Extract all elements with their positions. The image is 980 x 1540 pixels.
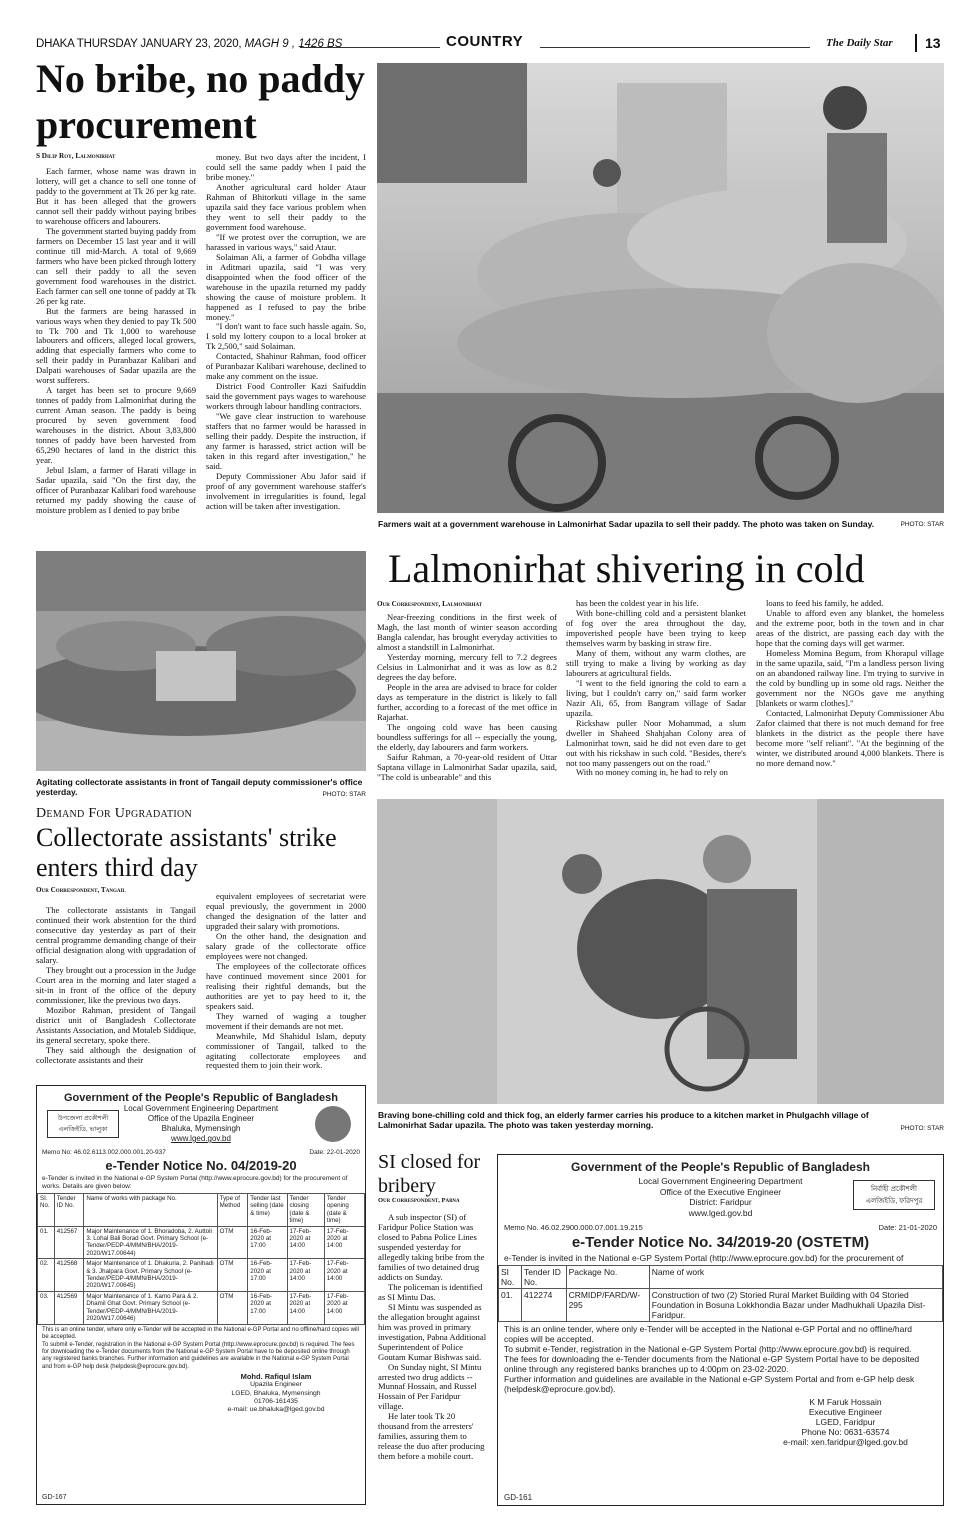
ad1-sig3: 01706-161435 xyxy=(254,1397,298,1405)
paragraph: Contacted, Shahinur Rahman, food officer of Puranbazar Kalibari warehouse, declined to make any comment on the issue. xyxy=(206,351,366,382)
paragraph: He later took Tk 20 thousand from the arresters' families, assuring them to release the duo after producing them before a mobile court. xyxy=(378,1411,485,1462)
photo-credit: PHOTO: STAR xyxy=(900,521,944,528)
ad2-sig3: Phone No: 0631-63574 xyxy=(801,1427,890,1437)
ad1-sig4[interactable]: e-mail: ue.bhaluka@lged.gov.bd xyxy=(227,1406,325,1414)
paragraph: A target has been set to procure 9,669 tonnes of paddy from Lalmonirhat during the current Aman season. The paddy is being procured by seven government food warehouses in the district. About 3,83,800 tonnes of paddy have been harvested from 65,290 hectares of land in the district this year. xyxy=(36,385,196,466)
paragraph: money. But two days after the incident, I could sell the same paddy when I paid the bribe money." xyxy=(206,153,366,182)
story1-byline: S Dilip Roy, Lalmonirhat xyxy=(36,152,116,160)
ad1-dept: Local Government Engineering Department xyxy=(123,1104,279,1113)
paragraph: loans to feed his family, he added. xyxy=(766,599,884,608)
ad2-note3: The fees for downloading the e-Tender documents from the National e-GP System Portal have to be deposited online through any registered banks branches up to 4:00pm on 23-02-2020. xyxy=(504,1354,920,1374)
ad2-title: e-Tender Notice No. 34/2019-20 (OSTETM) xyxy=(571,1234,870,1251)
paragraph: Meanwhile, Md Shahidul Islam, deputy commissioner of Tangail, talked to the agitating collectorate employees and requested them to join their work. xyxy=(206,1030,366,1071)
paragraph: The collectorate assistants in Tangail continued their work abstention for the third consecutive day yesterday as part of their central programme demanding change of their official designation along with upgradation of salary. xyxy=(36,906,196,965)
ad1-note1: This is an online tender, where only e-Tender will be accepted in the National e-GP Portal and no offline/hard copies will be accepted. xyxy=(42,1326,359,1340)
ad1-memo: Memo No: 46.02.6113.002.000.001.20-937 xyxy=(42,1149,166,1156)
column-header: Tender ID No. xyxy=(54,1194,84,1227)
ad2-code: GD-161 xyxy=(504,1493,533,1502)
table-cell: 17-Feb-2020 at 14:00 xyxy=(287,1291,324,1324)
ad1-sig2: LGED, Bhaluka, Mymensingh xyxy=(231,1389,321,1397)
paragraph: On Sunday night, SI Mintu arrested two drug addicts -- Munnaf Hossain, and Russel Hossain of Per Faridpur village. xyxy=(378,1361,482,1412)
story1-col1 xyxy=(36,167,196,535)
story2-col2 xyxy=(206,892,366,1078)
ad1-web[interactable]: www.lged.gov.bd xyxy=(171,1134,231,1143)
paragraph: "We gave clear instruction to warehouse staffers that no farmer would be harassed in selling their paddy. Despite the instruction, if any farmer is harassed, strict action will be taken in this regard after investigation," he said. xyxy=(206,411,366,472)
paragraph: Many of them, without any warm clothes, are still trying to make a living by working as day labourers at agricultural fields. xyxy=(566,647,746,678)
table-cell: Construction of two (2) Storied Rural Market Building with 04 Storied Foundation in Bosuna Lokkhondia Bazar under Madhukhali Upazila Dist-Faridpur. xyxy=(649,1289,942,1322)
story2-headline: Collectorate assistants' strike enters third day xyxy=(36,823,337,882)
rule xyxy=(300,47,440,48)
dateline xyxy=(36,38,342,50)
story3-col1 xyxy=(377,613,557,791)
table-cell: CRMIDP/FARD/W-295 xyxy=(566,1289,649,1322)
table-header-row xyxy=(38,1194,365,1227)
photo-credit: PHOTO: STAR xyxy=(900,1125,944,1132)
table-cell: OTM xyxy=(217,1259,248,1292)
story4-body xyxy=(378,1213,488,1503)
paragraph: "If we protest over the corruption, we are harassed in various ways," said Ataur. xyxy=(206,231,366,252)
rule xyxy=(540,47,810,48)
paragraph: The policeman is identified as SI Mintu Das. xyxy=(378,1281,483,1302)
paragraph: "I went to the field ignoring the cold to earn a living, but I couldn't carry on," said farm worker Nazir Ali, 65, from Bangram village of Sadar upazila. xyxy=(566,677,746,718)
table-cell: 03. xyxy=(38,1291,55,1324)
protest-photo xyxy=(36,551,366,771)
ad2-table xyxy=(498,1265,943,1322)
national-emblem-icon xyxy=(315,1106,351,1142)
ad1-table xyxy=(37,1193,365,1325)
paragraph: On the other hand, the designation and salary grade of the collectorate office employees were not changed. xyxy=(206,930,366,961)
paragraph: equivalent employees of secretariat were equal previously, the government in 2000 changed the designation of the latter and upgraded their salary with promotions. xyxy=(206,892,366,931)
ad2-note1: This is an online tender, where only e-Tender will be accepted in the National e-GP Portal and no offline/hard copies will be accepted. xyxy=(504,1324,912,1344)
paragraph: People in the area are advised to brace for colder days as temperature in the district is likely to fall further, according to a forecast of the met office in Rajarhat. xyxy=(377,681,557,722)
paragraph: Yesterday morning, mercury fell to 7.2 degrees Celsius in Lalmonirhat and it was as low as 8.2 degrees the day before. xyxy=(377,651,557,682)
story3-headline: Lalmonirhat shivering in cold xyxy=(388,546,865,591)
table-cell: 17-Feb-2020 at 14:00 xyxy=(324,1291,364,1324)
story3-col2 xyxy=(566,599,746,793)
ad1-gov: Government of the People's Republic of Bangladesh xyxy=(64,1092,338,1104)
table-cell: 16-Feb-2020 at 17:00 xyxy=(248,1291,287,1324)
ad1-title: e-Tender Notice No. 04/2019-20 xyxy=(105,1158,297,1173)
ad2-memo: Memo No. 46.02.2900.000.07.001.19.215 xyxy=(504,1223,643,1232)
ad1-note2: To submit e-Tender, registration in the National e-GP System Portal (http://www.eprocure.gov.bd) is required. The fees for downloading the e-Tender documents from the National e-GP System Portal have to be deposited online through any registered banks branches. Further information and guidelines are available in the National e-GP System Portal and from e-GP help desk (helpdesk@eprocure.gov.bd). xyxy=(42,1341,355,1370)
story2-byline: Our Correspondent, Tangail xyxy=(36,886,126,894)
ad2-web[interactable]: www.lged.gov.bd xyxy=(688,1207,753,1218)
paragraph: With bone-chilling cold and a persistent blanket of fog over the area throughout the day, impoverished people have been trying to keep themselves warm by basking in straw fire. xyxy=(566,607,746,648)
paragraph: Jebul Islam, a farmer of Harati village in Sadar upazila, said "On the first day, the officer of Puranbazar Kalibari food warehouse returned my paddy showing the cause of moisture problem as I denied to pay bribe xyxy=(36,465,196,515)
paragraph: SI Mintu was suspended as the allegation brought against him was proved in primary investigation, Pabna Additional Superintendent of Police Goutam Kumar Bishwas said. xyxy=(378,1301,487,1362)
ad1-place: Bhaluka, Mymensingh xyxy=(161,1124,241,1133)
story2-photo-caption: Agitating collectorate assistants in front of Tangail deputy commissioner's office yesterday. xyxy=(36,777,363,798)
paragraph: has been the coldest year in his life. xyxy=(576,599,699,608)
paragraph: They said although the designation of collectorate assistants and their xyxy=(36,1044,196,1065)
ad2-sig4[interactable]: e-mail: xen.faridpur@lged.gov.bd xyxy=(783,1437,908,1447)
table-cell: 01. xyxy=(499,1289,522,1322)
story3-byline: Our Correspondent, Lalmonirhat xyxy=(377,600,483,608)
column-header: SI No. xyxy=(499,1266,522,1289)
table-row xyxy=(38,1259,365,1292)
column-header: Tender closing (date & time) xyxy=(287,1194,324,1227)
paragraph: Mozibor Rahman, president of Tangail district unit of Bangladesh Collectorate Assistants Association, and Motaleb Siddique, its general secretary, spoke there. xyxy=(36,1004,196,1045)
table-cell: Major Maintenance of 1. Kamo Para & 2. Dhamil Ghat Govt. Primary School (e-Tender/PEDP-4/MMN/BHA/2019-2020/W17.00646) xyxy=(84,1291,217,1324)
table-cell: 412274 xyxy=(522,1289,567,1322)
ad2-dept: Local Government Engineering Department xyxy=(638,1176,803,1186)
column-header: Type of Method xyxy=(217,1194,248,1227)
table-cell: OTM xyxy=(217,1291,248,1324)
column-header: SI. No. xyxy=(38,1194,55,1227)
paragraph: A sub inspector (SI) of Faridpur Police Station was closed to Pabna Police Lines suspended yesterday for allegedly taking bribe from the families of two detained drug addicts on Sunday. xyxy=(378,1213,485,1282)
table-row xyxy=(38,1291,365,1324)
story2-col1 xyxy=(36,906,196,1078)
table-cell: 17-Feb-2020 at 14:00 xyxy=(324,1259,364,1292)
paddy-photo xyxy=(377,63,944,513)
paragraph: But the farmers are being harassed in various ways when they denied to pay Tk 500 to Tk 700 and Tk 1,000 to warehouse labourers and officers, alleged local growers, adding that especially farmers who come to sell their paddy in Puranbazar Kalibari and Dalpati warehouses of Sadar upazila are the worst sufferers. xyxy=(36,305,196,386)
table-cell: 16-Feb-2020 at 17:00 xyxy=(248,1259,287,1292)
ad2-date: Date: 21-01-2020 xyxy=(878,1223,937,1232)
paragraph: Deputy Commissioner Abu Jafor said if proof of any government warehouse staffer's involvement in irregularities is found, legal action will be taken after investigation. xyxy=(206,471,366,511)
story3-col3 xyxy=(756,599,944,793)
table-cell: OTM xyxy=(217,1226,248,1259)
ad2-signatory: K M Faruk Hossain xyxy=(809,1397,882,1407)
column-header: Tender last selling (date & time) xyxy=(248,1194,287,1227)
table-cell: 412569 xyxy=(54,1291,84,1324)
ad1-signatory: Mohd. Rafiqul Islam xyxy=(240,1371,312,1381)
ad2-sig2: LGED, Faridpur xyxy=(815,1417,876,1427)
paragraph: Unable to afford even any blanket, the homeless and the extreme poor, both in the town and in char areas of the district, are passing each day with the hope that the coming days will get warmer. xyxy=(756,607,944,648)
rule xyxy=(915,34,917,52)
ad1-date: Date: 22-01-2020 xyxy=(309,1149,360,1156)
paragraph: They brought out a procession in the Judge Court area in the morning and later staged a sit-in in front of the office of the deputy commissioner, like the previous two days. xyxy=(36,964,196,1005)
paragraph: Saifur Rahman, a 70-year-old resident of Uttar Saptana village in Lalmonirhat Sadar upazila, said, "The cold is unbearable" and this xyxy=(377,751,557,782)
paragraph: "I don't want to face such hassle again. So, I sold my lottery coupon to a local broker at Tk 2,500," said Solaiman. xyxy=(206,321,366,352)
table-cell: 17-Feb-2020 at 14:00 xyxy=(287,1226,324,1259)
photo-credit: PHOTO: STAR xyxy=(322,791,366,798)
paragraph: The employees of the collectorate offices have continued movement since 2001 for realising their rightful demands, but the authorities are yet to pay heed to it, the speakers said. xyxy=(206,960,366,1011)
table-row xyxy=(499,1289,943,1322)
table-cell: Major Maintenance of 1. Bhoradoba, 2. Auttoli 3. Lohal Bali Borad Govt. Primary School (e-Tender/PEDP-4/MMN/BHA/2019-2020/W17.00644) xyxy=(84,1226,217,1259)
paragraph: Each farmer, whose name was drawn in lottery, will get a chance to sell one tonne of paddy to the government at Tk 26 per kg rate. But it has been alleged that the growers cannot sell their paddy without paying bribes to warehouse officers and labourers. xyxy=(36,167,196,226)
ad2-office: Office of the Executive Engineer xyxy=(659,1186,782,1197)
ad2-note4: Further information and guidelines are available in the National e-GP System Portal and from e-GP help desk (helpdesk@eprocure.gov.bd). xyxy=(504,1374,915,1394)
bangla-date: MAGH 9 , 1426 BS xyxy=(244,38,343,50)
paragraph: Rickshaw puller Noor Mohammad, a slum dweller in Shaheed Shahjahan Colony area of Lalmonirhat town, said he did not even dare to get out with his rickshaw in such cold. "Besides, there's not too many passengers out on the road." xyxy=(566,717,746,768)
table-cell: 17-Feb-2020 at 14:00 xyxy=(287,1259,324,1292)
table-cell: 17-Feb-2020 at 14:00 xyxy=(324,1226,364,1259)
ad1-code: GD-167 xyxy=(42,1494,67,1501)
paragraph: Near-freezing conditions in the first week of Magh, the last month of winter season according Bangla calendar, has brought everyday activities to almost a standstill in Lalmonirhat. xyxy=(377,613,557,652)
column-header: Tender ID No. xyxy=(522,1266,567,1289)
paragraph: Another agricultural card holder Ataur Rahman of Bhitorkuti village in the same upazila said they face various problem when they went to sell their paddy to the government food warehouse. xyxy=(206,181,366,232)
paragraph: Contacted, Lalmonirhat Deputy Commissioner Abu Zafor claimed that there is not much demand for free blankets in the district as the people there have become more "self reliant". "At the beginning of the winter, we distributed around 4,000 blankets. There is no more demand now." xyxy=(756,707,944,768)
table-cell: 02. xyxy=(38,1259,55,1292)
column-header: Package No. xyxy=(566,1266,649,1289)
table-row xyxy=(38,1226,365,1259)
paragraph: Solaiman Ali, a farmer of Gobdha village in Aditmari upazila, said "I was very disappointed when the food officer of the warehouse in the upazila returned my paddy showing the cause of moisture problem. It happened as I refused to pay the bribe money." xyxy=(206,251,366,322)
tender-notice-faridpur xyxy=(497,1154,944,1506)
date-text: DHAKA THURSDAY JANUARY 23, 2020, xyxy=(36,38,242,50)
story1-caption: Farmers wait at a government warehouse in Lalmonirhat Sadar upazila to sell their paddy. The photo was taken on Sunday. xyxy=(378,519,875,529)
story4-byline: Our Correspondent, Pabna xyxy=(378,1197,460,1204)
column-header: Name of work xyxy=(649,1266,942,1289)
ad1-office: Office of the Upazila Engineer xyxy=(147,1114,255,1123)
ad1-sig1: Upazila Engineer xyxy=(250,1381,302,1389)
ad1-stamp: উপজেলা প্রকৌশলী এলজিইডি, ভালুকা xyxy=(47,1110,119,1138)
ad2-place: District: Faridpur xyxy=(689,1197,752,1207)
story3-caption: Braving bone-chilling cold and thick fog, an elderly farmer carries his produce to a kitchen market in Phulgachh village of Lalmonirhat Sadar upazila. The photo was taken yesterday morning. xyxy=(378,1110,869,1131)
paragraph: They warned of waging a tougher movement if their demands are not met. xyxy=(206,1010,366,1031)
column-header: Tender opening (date & time) xyxy=(324,1194,364,1227)
ad2-note2: To submit e-Tender, registration in the National e-GP System Portal (http://www.eprocure.gov.bd) is required. xyxy=(504,1344,912,1354)
story1-headline: No bribe, no paddy procurement xyxy=(36,56,365,147)
paragraph: The government started buying paddy from farmers on December 15 last year and it will continue till mid-March. A total of 9,669 farmers who have been picked through lottery can sell their paddy to all the seven government food warehouses in the district. Each farmer can sell one tonne of paddy at Tk 26 per kg rate. xyxy=(36,225,196,306)
table-cell: Major Maintenance of 1. Dhakuria, 2. Panihadi & 3. Jhalpara Govt. Primary School (e-Tender/PEDP-4/MMN/BHA/2019-2020/W17.00645) xyxy=(84,1259,217,1292)
ad2-stamp: নির্বাহী প্রকৌশলী এলজিইডি, ফরিদপুর xyxy=(853,1180,935,1210)
column-header: Name of works with package No. xyxy=(84,1194,217,1227)
table-cell: 412567 xyxy=(54,1226,84,1259)
story4-headline: SI closed for bribery xyxy=(378,1151,481,1197)
page-number: 13 xyxy=(925,35,941,51)
masthead-logo: The Daily Star xyxy=(826,37,893,49)
tender-notice-bhaluka xyxy=(36,1085,366,1505)
paragraph: Homeless Momina Begum, from Khorapul village in the same upazila, said, "I'm a landless person living on an abandoned railway line. I'm trying to survive in the cold by bundling up in some old rags. Neither the government nor the NGOs gave me anything [blankets or warm clothes]." xyxy=(756,647,944,708)
ad2-sig1: Executive Engineer xyxy=(808,1407,883,1417)
paragraph: The ongoing cold wave has been causing boundless sufferings for all -- especially the young, the elderly, day labourers and farm workers. xyxy=(377,721,557,752)
section-name: COUNTRY xyxy=(446,33,524,50)
fog-photo xyxy=(377,799,944,1104)
ad1-intro: e-Tender is invited in the National e-GP System Portal (http://www.eprocure.gov.bd) for the procurement of works. Details are given below: xyxy=(42,1175,348,1190)
table-cell: 16-Feb-2020 at 17:00 xyxy=(248,1226,287,1259)
paragraph: With no money coming in, he had to rely on xyxy=(576,767,728,778)
ad2-gov: Government of the People's Republic of Bangladesh xyxy=(571,1160,870,1174)
table-header-row xyxy=(499,1266,943,1289)
ad2-intro: e-Tender is invited in the National e-GP System Portal (http://www.eprocure.gov.bd) for the procurement of xyxy=(504,1253,904,1263)
table-cell: 412568 xyxy=(54,1259,84,1292)
story1-col2 xyxy=(206,153,366,533)
table-cell: 01. xyxy=(38,1226,55,1259)
story2-kicker: Demand For Upgradation xyxy=(36,806,193,821)
paragraph: District Food Controller Kazi Saifuddin said the government pays wages to warehouse workers through labour handling contractors. xyxy=(206,381,366,412)
